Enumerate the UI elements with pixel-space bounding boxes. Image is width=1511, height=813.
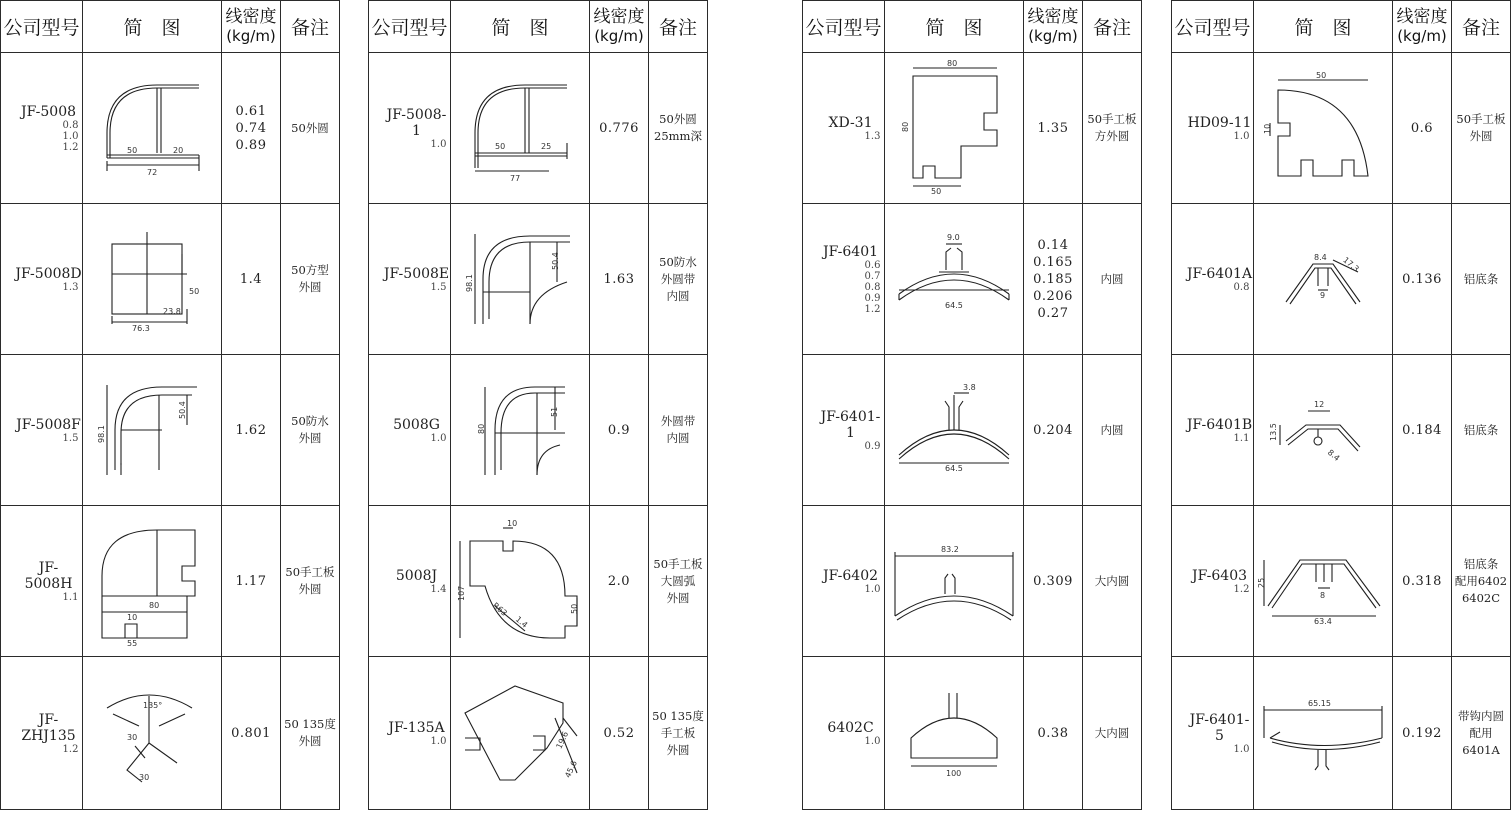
base-strip-icon [1254,204,1393,355]
model-cell: HD09-11 1.0 [1172,53,1254,204]
note-cell: 50防水 外圆 [281,355,340,506]
model-cell: XD-31 1.3 [803,53,885,204]
square-profile-icon [83,204,222,355]
model-cell: JF-6401 0.6 0.7 0.8 0.9 1.2 [803,204,885,355]
table-row [1,657,340,810]
note-cell: 铝底条 配用6402 6402C [1452,506,1511,657]
density-cell: 0.801 [222,657,281,810]
svg-text:98.1: 98.1 [97,425,106,443]
angle-135-profile-icon [83,657,222,810]
model-cell: JF-6401A 0.8 [1172,204,1254,355]
header-model: 公司型号 [369,1,451,53]
inner-arc-clip-icon [885,204,1024,355]
table-row [369,355,708,506]
model-cell: JF-135A 1.0 [369,657,451,810]
density-cell: 0.9 [590,355,649,506]
svg-text:50.4: 50.4 [178,401,187,419]
density-cell: 0.309 [1024,506,1083,657]
svg-text:50: 50 [189,287,200,296]
catalog-table-2 [368,0,708,810]
large-inner-arc-icon [885,506,1024,657]
dome-cap-icon [885,657,1024,810]
corner-profile-icon [451,53,590,204]
density-cell: 1.62 [222,355,281,506]
svg-text:80: 80 [149,601,160,610]
table-row [803,204,1142,355]
note-cell: 50外圆 25mm深 [649,53,708,204]
density-cell: 0.204 [1024,355,1083,506]
table-row [1,53,340,204]
note-cell: 50手工板 外圆 [281,506,340,657]
hook-arc-icon [1254,657,1393,810]
svg-text:30: 30 [139,773,150,782]
note-cell: 铝底条 [1452,204,1511,355]
note-cell: 内圆 [1083,204,1142,355]
note-cell: 大内圆 [1083,506,1142,657]
density-cell: 0.61 0.74 0.89 [222,53,281,204]
svg-text:50: 50 [127,146,138,155]
svg-text:8: 8 [1320,591,1326,600]
table-row [803,53,1142,204]
svg-text:19.6: 19.6 [554,730,571,751]
density-cell: 0.318 [1393,506,1452,657]
svg-text:65.15: 65.15 [1308,699,1331,708]
svg-text:51: 51 [550,406,559,417]
svg-text:25: 25 [541,142,552,151]
note-cell: 50外圆 [281,53,340,204]
svg-text:55: 55 [127,639,138,648]
model-cell: JF-6401-5 1.0 [1172,657,1254,810]
density-cell: 2.0 [590,506,649,657]
density-cell: 0.14 0.165 0.185 0.206 0.27 [1024,204,1083,355]
density-cell: 0.776 [590,53,649,204]
table-row [1,506,340,657]
table-row [369,204,708,355]
svg-text:9: 9 [1320,291,1326,300]
density-cell: 0.6 [1393,53,1452,204]
header-density: 线密度 (kg/m) [590,1,649,53]
header-diagram: 简 图 [885,1,1024,53]
table-row [1172,355,1511,506]
double-arc-profile-icon [451,204,590,355]
note-cell: 内圆 [1083,355,1142,506]
model-cell: JF-6401-1 0.9 [803,355,885,506]
model-cell: JF-6403 1.2 [1172,506,1254,657]
svg-text:10: 10 [1263,123,1272,134]
svg-text:50.4: 50.4 [551,252,560,270]
model-cell: JF-5008-1 1.0 [369,53,451,204]
note-cell: 50手工板 大圆弧 外圆 [649,506,708,657]
svg-text:83.2: 83.2 [941,545,959,554]
header-note: 备注 [281,1,340,53]
header-diagram: 简 图 [451,1,590,53]
header-model: 公司型号 [803,1,885,53]
density-cell: 0.38 [1024,657,1083,810]
table-row [369,53,708,204]
table-row [1172,204,1511,355]
corner-profile-icon [83,53,222,204]
table-row [803,657,1142,810]
note-cell: 50 135度 手工板 外圆 [649,657,708,810]
svg-text:107: 107 [457,585,466,601]
svg-text:25: 25 [1257,577,1266,588]
svg-text:10: 10 [507,519,518,528]
angle-135-board-icon [451,657,590,810]
svg-text:100: 100 [946,769,962,778]
svg-text:50: 50 [1316,71,1327,80]
svg-text:135°: 135° [143,701,163,710]
header-density: 线密度 (kg/m) [1393,1,1452,53]
header-note: 备注 [649,1,708,53]
note-cell: 50 135度 外圆 [281,657,340,810]
svg-text:72: 72 [147,168,158,177]
table-row [369,657,708,810]
header-note: 备注 [1083,1,1142,53]
model-cell: JF-ZHJ135 1.2 [1,657,83,810]
header-model: 公司型号 [1172,1,1254,53]
svg-text:1.4: 1.4 [513,614,530,630]
note-cell: 50方型 外圆 [281,204,340,355]
svg-text:64.5: 64.5 [945,301,963,310]
svg-text:50: 50 [570,603,579,614]
table-row [1172,53,1511,204]
large-arc-profile-icon [451,506,590,657]
svg-text:50: 50 [931,187,942,196]
base-strip-icon [1254,355,1393,506]
table-row [369,506,708,657]
svg-text:13.5: 13.5 [1269,423,1278,441]
inner-arc-clip-icon [885,355,1024,506]
svg-text:45.6: 45.6 [563,759,579,780]
svg-text:76.3: 76.3 [132,324,150,333]
density-cell: 1.35 [1024,53,1083,204]
svg-text:R63: R63 [490,600,509,618]
note-cell: 铝底条 [1452,355,1511,506]
table-row [1,355,340,506]
table-row [1172,506,1511,657]
svg-text:50: 50 [495,142,506,151]
density-cell: 0.136 [1393,204,1452,355]
svg-text:10: 10 [127,613,138,622]
note-cell: 50防水 外圆带 内圆 [649,204,708,355]
model-cell: JF-6401B 1.1 [1172,355,1254,506]
header-model: 公司型号 [1,1,83,53]
model-cell: JF-5008H 1.1 [1,506,83,657]
svg-text:17.3: 17.3 [1341,255,1361,274]
header-diagram: 简 图 [83,1,222,53]
note-cell: 外圆带 内圆 [649,355,708,506]
svg-text:20: 20 [173,146,184,155]
svg-text:12: 12 [1314,400,1325,409]
density-cell: 1.17 [222,506,281,657]
model-cell: JF-6402 1.0 [803,506,885,657]
table-row [1,204,340,355]
svg-text:63.4: 63.4 [1314,617,1332,626]
square-board-profile-icon [885,53,1024,204]
svg-text:8.4: 8.4 [1325,447,1342,463]
model-cell: 6402C 1.0 [803,657,885,810]
note-cell: 50手工板 外圆 [1452,53,1511,204]
density-cell: 0.52 [590,657,649,810]
model-cell: 5008J 1.4 [369,506,451,657]
header-note: 备注 [1452,1,1511,53]
table-row [803,355,1142,506]
note-cell: 50手工板 方外圆 [1083,53,1142,204]
svg-text:9.0: 9.0 [947,233,960,242]
table-row [1172,657,1511,810]
catalog-table-1 [0,0,340,810]
handmade-board-profile-icon [83,506,222,657]
density-cell: 0.192 [1393,657,1452,810]
svg-text:8.4: 8.4 [1314,253,1327,262]
svg-text:80: 80 [947,59,958,68]
svg-text:98.1: 98.1 [465,274,474,292]
density-cell: 0.184 [1393,355,1452,506]
table-row [803,506,1142,657]
double-arc-profile-icon [451,355,590,506]
model-cell: JF-5008D 1.3 [1,204,83,355]
header-diagram: 简 图 [1254,1,1393,53]
model-cell: JF-5008F 1.5 [1,355,83,506]
svg-text:77: 77 [510,174,521,183]
header-density: 线密度 (kg/m) [222,1,281,53]
model-cell: 5008G 1.0 [369,355,451,506]
catalog-table-3 [802,0,1142,810]
model-cell: JF-5008E 1.5 [369,204,451,355]
svg-text:23.8: 23.8 [163,307,181,316]
note-cell: 大内圆 [1083,657,1142,810]
catalog-table-4 [1171,0,1511,810]
svg-text:30: 30 [127,733,138,742]
svg-text:80: 80 [477,423,486,434]
svg-text:3.8: 3.8 [963,383,976,392]
quarter-board-profile-icon [1254,53,1393,204]
note-cell: 带钩内圆 配用6401A [1452,657,1511,810]
density-cell: 1.4 [222,204,281,355]
svg-text:80: 80 [901,121,910,132]
waterproof-profile-icon [83,355,222,506]
model-cell: JF-5008 0.8 1.0 1.2 [1,53,83,204]
header-density: 线密度 (kg/m) [1024,1,1083,53]
svg-text:64.5: 64.5 [945,464,963,473]
trapezoid-base-icon [1254,506,1393,657]
density-cell: 1.63 [590,204,649,355]
